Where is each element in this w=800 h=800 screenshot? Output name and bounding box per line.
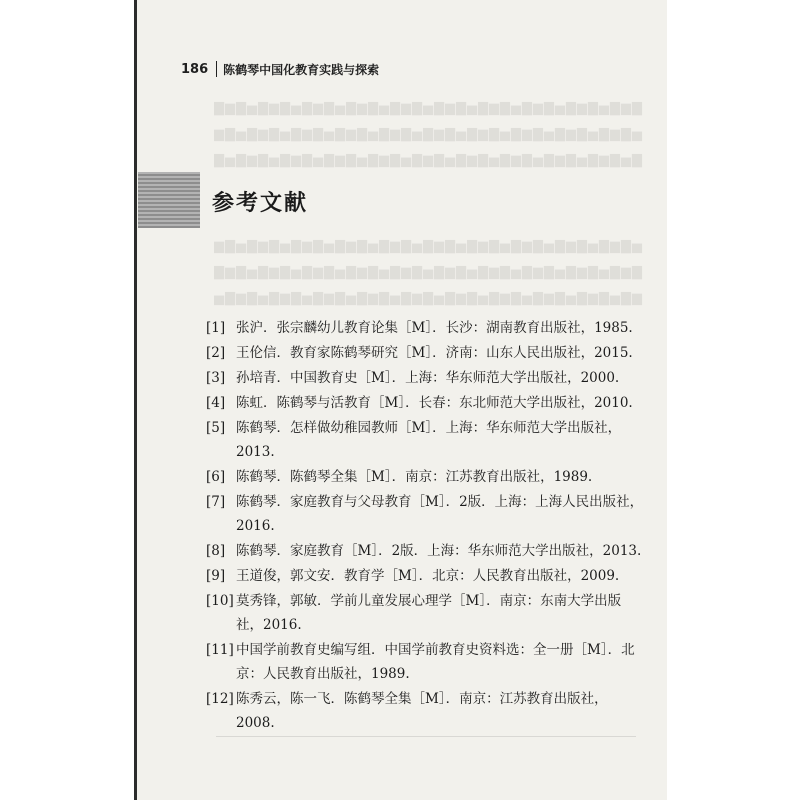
reference-text: 陈秀云，陈一飞．陈鹤琴全集［M］．南京：江苏教育出版社，2008. <box>236 691 608 731</box>
reference-number: [4] <box>206 395 226 411</box>
reference-item <box>206 638 646 686</box>
bleed-through-texture: ▆▇▅▇▆▇▅▇▆▇▅▇▆▇▅▇▆▇▅▇▆▇▅▇▆▇▅▇▆▇▅▇▆▇▅▇▆▇▅ <box>214 127 643 142</box>
reference-text: 陈虹．陈鹤琴与活教育［M］．长春：东北师范大学出版社，2010. <box>236 395 633 411</box>
reference-number: [5] <box>206 420 226 436</box>
reference-number: [10] <box>206 593 234 609</box>
reference-item <box>206 564 646 588</box>
bleed-through-texture: ▇▅▇▆▇▅▇▆▇▅▇▆▇▅▇▆▇▅▇▆▇▅▇▆▇▅▇▆▇▅▇▆▇▅▇▆▇▅▇ <box>214 153 643 168</box>
reference-number: [8] <box>206 543 226 559</box>
reference-text: 陈鹤琴．怎样做幼稚园教师［M］．上海：华东师范大学出版社，2013. <box>236 420 622 460</box>
reference-number: [12] <box>206 691 234 707</box>
reference-item <box>206 341 646 365</box>
header-divider <box>216 61 217 77</box>
section-marker-block <box>138 172 200 228</box>
reference-list <box>206 316 646 736</box>
reference-item <box>206 687 646 735</box>
section-title: 参考文献 <box>212 191 309 216</box>
reference-number: [2] <box>206 345 226 361</box>
reference-item <box>206 589 646 637</box>
reference-text: 陈鹤琴．家庭教育［M］．2版．上海：华东师范大学出版社，2013. <box>236 543 642 559</box>
reference-number: [6] <box>206 469 226 485</box>
reference-text: 王伦信．教育家陈鹤琴研究［M］．济南：山东人民出版社，2015. <box>236 345 633 361</box>
reference-text: 陈鹤琴．家庭教育与父母教育［M］．2版．上海：上海人民出版社，2016. <box>236 494 644 534</box>
reference-number: [3] <box>206 370 226 386</box>
book-page <box>134 0 667 800</box>
bleed-through-texture: ▇▆▇▅▇▆▇▅▇▆▇▅▇▆▇▅▇▆▇▅▇▆▇▅▇▆▇▅▇▆▇▅▇▆▇▅▇▆▇ <box>214 265 643 280</box>
reference-number: [11] <box>206 642 234 658</box>
reference-item <box>206 366 646 390</box>
page-number: 186 <box>181 61 209 77</box>
reference-item <box>206 316 646 340</box>
reference-text: 王道俊，郭文安．教育学［M］．北京：人民教育出版社，2009. <box>236 568 620 584</box>
running-header <box>181 59 379 79</box>
bleed-through-texture: ▆▇▅▇▆▇▅▇▆▇▅▇▆▇▅▇▆▇▅▇▆▇▅▇▆▇▅▇▆▇▅▇▆▇▅▇▆▇▅ <box>214 239 643 254</box>
reference-text: 孙培青．中国教育史［M］．上海：华东师范大学出版社，2000. <box>236 370 620 386</box>
reference-item <box>206 465 646 489</box>
reference-text: 张沪．张宗麟幼儿教育论集［M］．长沙：湖南教育出版社，1985. <box>236 320 633 336</box>
reference-item <box>206 539 646 563</box>
reference-item <box>206 416 646 464</box>
bleed-through-footnote-rule <box>216 736 636 737</box>
reference-text: 莫秀锋，郭敏．学前儿童发展心理学［M］．南京：东南大学出版社，2016. <box>236 593 622 633</box>
reference-number: [1] <box>206 320 226 336</box>
bleed-through-texture: ▅▇▆▇▅▇▆▇▅▇▆▇▅▇▆▇▅▇▆▇▅▇▆▇▅▇▆▇▅▇▆▇▅▇▆▇▅▇▆ <box>214 291 643 306</box>
bleed-through-texture: ▇▆▇▅▇▆▇▅▇▆▇▅▇▆▇▅▇▆▇▅▇▆▇▅▇▆▇▅▇▆▇▅▇▆▇▅▇▆▇ <box>214 101 643 116</box>
reference-text: 陈鹤琴．陈鹤琴全集［M］．南京：江苏教育出版社，1989. <box>236 469 593 485</box>
reference-number: [7] <box>206 494 226 510</box>
reference-item <box>206 391 646 415</box>
book-title: 陈鹤琴中国化教育实践与探索 <box>223 62 380 77</box>
reference-text: 中国学前教育史编写组．中国学前教育史资料选：全一册［M］．北京：人民教育出版社，1989. <box>236 642 635 682</box>
reference-item <box>206 490 646 538</box>
reference-number: [9] <box>206 568 226 584</box>
